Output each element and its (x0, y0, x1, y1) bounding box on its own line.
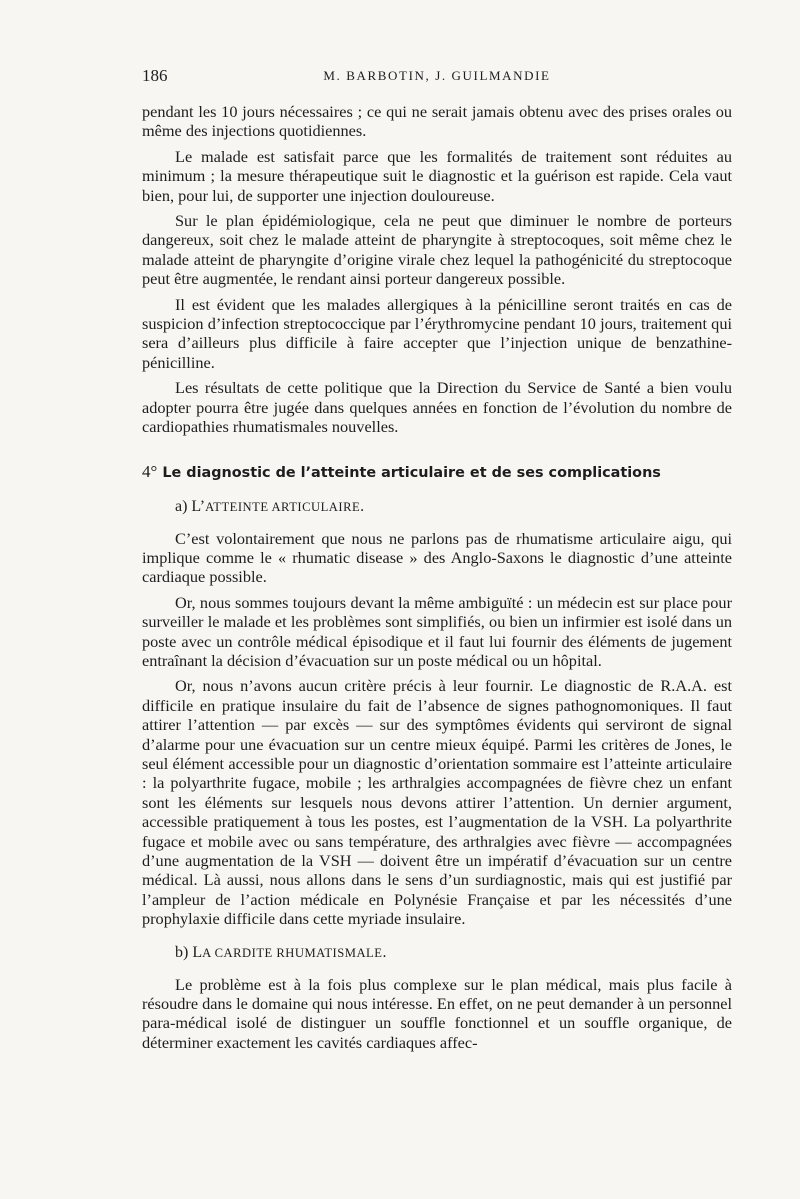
section-number: 4° (142, 461, 158, 481)
section-heading (142, 462, 732, 483)
running-head: M. BARBOTIN, J. GUILMANDIE (323, 68, 551, 83)
subsection-marker: b) L (175, 943, 203, 961)
paragraph: Le malade est satisfait parce que les formalités de traitement sont réduites au minimum ; la mesure thérapeutique suit le diagnostic et la guérison est rapide. Cela vaut bien, pour lui, de supporter une injection douloureuse. (142, 146, 732, 205)
subsection-title: A CARDITE RHUMATISMALE (202, 945, 383, 960)
paragraph: Les résultats de cette politique que la Direction du Service de Santé a bien voulu adopter pourra être jugée dans quelques années en fonction de l’évolution du nombre de cardiopathies rhumatismales nouvelles. (142, 378, 732, 437)
page-number: 186 (142, 66, 168, 85)
subsection-marker: a) L’ (175, 497, 206, 515)
page (142, 66, 732, 1052)
paragraph: Il est évident que les malades allergiques à la pénicilline seront traités en cas de suspicion d’infection streptococcique par l’érythromycine pendant 10 jours, traitement qui sera d’ailleurs plus difficile à faire accepter que l’injection unique de benzathine-pénicilline. (142, 294, 732, 372)
article-body (142, 102, 732, 1052)
paragraph: Sur le plan épidémiologique, cela ne peut que diminuer le nombre de porteurs dangereux, soit chez le malade atteint de pharyngite à streptocoques, soit même chez le malade atteint de pharyngite d’origine virale chez lequel la pathogénicité du streptocoque peut être augmentée, le rendant ainsi porteur dangereux possible. (142, 211, 732, 289)
paragraph: C’est volontairement que nous ne parlons pas de rhumatisme articulaire aigu, qui implique comme le « rhumatic disease » des Anglo-Saxons le diagnostic d’une atteinte cardiaque possible. (142, 528, 732, 587)
paragraph: Or, nous sommes toujours devant la même ambiguïté : un médecin est sur place pour surveiller le malade et les problèmes sont simplifiés, ou bien un infirmier est isolé dans un poste avec un contrôle médical épisodique et il faut lui fournir des éléments de jugement entraînant la décision d’évacuation sur un poste médical ou un hôpital. (142, 592, 732, 670)
subsection-end: . (360, 497, 365, 515)
subsection-end: . (382, 943, 387, 961)
subsection-heading-a (175, 497, 732, 517)
section-title: Le diagnostic de l’atteinte articulaire et de ses complications (162, 464, 661, 481)
subsection-title: ATTEINTE ARTICULAIRE (205, 499, 361, 514)
paragraph: Or, nous n’avons aucun critère précis à leur fournir. Le diagnostic de R.A.A. est difficile en pratique insulaire du fait de l’absence de signes pathognomoniques. Il faut attirer l’attention — par excès — sur des symptômes évidents qui serviront de signal d’alarme pour une évacuation sur un centre mieux équipé. Parmi les critères de Jones, le seul élément accessible pour un diagnostic d’orientation sommaire est l’atteinte articulaire : la polyarthrite fugace, mobile ; les arthralgies accompagnées de fièvre chez un enfant sont les éléments sur lesquels nous devons attirer l’attention. Un dernier argument, accessible pratiquement à tous les postes, est l’augmentation de la VSH. La polyarthrite fugace et mobile avec ou sans température, des arthralgies avec fièvre — accompagnées d’une augmentation de la VSH — doivent être un impératif d’évacuation sur un centre médical. Là aussi, nous allons dans le sens d’un surdiagnostic, mais qui est justifié par l’ampleur de l’action médicale en Polynésie Française et par les nécessités d’une prophylaxie difficile dans cette myriade insulaire. (142, 676, 732, 929)
paragraph: pendant les 10 jours nécessaires ; ce qui ne serait jamais obtenu avec des prises orales ou même des injections quotidiennes. (142, 102, 732, 141)
page-header (142, 66, 732, 90)
paragraph: Le problème est à la fois plus complexe sur le plan médical, mais plus facile à résoudre dans le domaine qui nous intéresse. En effet, on ne peut demander à un personnel para-médical isolé de distinguer un souffle fonctionnel et un souffle organique, de déterminer exactement les cavités cardiaques affec- (142, 974, 732, 1052)
subsection-heading-b (175, 943, 732, 963)
